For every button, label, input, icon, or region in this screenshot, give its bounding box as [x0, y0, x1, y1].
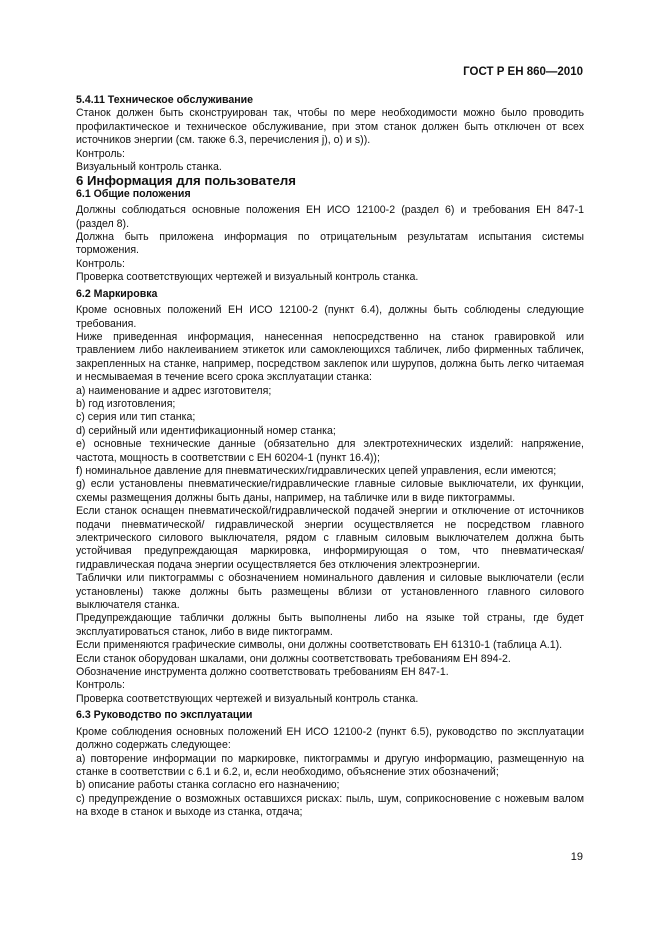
list-item: e) основные технические данные (обязательно для электротехнических изделий: напряжение, частота, мощность в соответствии с ЕН 60204-1 (пункт 16.4));	[76, 438, 584, 464]
subsection-heading: 5.4.11 Техническое обслуживание	[76, 94, 254, 106]
document-header: ГОСТ Р ЕН 860—2010	[463, 66, 583, 78]
paragraph: Должны соблюдаться основные положения ЕН ИСО 12100-2 (раздел 6) и требования ЕН 847-1 (раздел 8).	[76, 204, 584, 230]
paragraph: Если станок оснащен пневматической/гидравлической подачей энергии и отключение от источников подачи пневматической/ гидравлической энергии осуществляется не посредством главного электрического силового выключателя, рядом с главным силовым выключателем должна быть устойчивая предупреждающая маркировка, информирующая о том, что пневматическая/гидравлическая подача энергии осуществляется без отключения электроэнергии.	[76, 505, 584, 571]
paragraph: Если применяются графические символы, они должны соответствовать ЕН 61310-1 (таблица А.1).	[76, 639, 563, 652]
paragraph: Таблички или пиктограммы с обозначением номинального давления и силовые выключатели (если установлены) также должны быть размещены вблизи от установленного главного силового выключателя станка.	[76, 572, 584, 612]
list-item: a) наименование и адрес изготовителя;	[76, 384, 272, 397]
list-item: c) серия или тип станка;	[76, 411, 196, 424]
paragraph: Проверка соответствующих чертежей и визуальный контроль станка.	[76, 271, 419, 284]
document-body	[76, 94, 584, 820]
paragraph: Контроль:	[76, 147, 125, 160]
list-item: c) предупреждение о возможных оставшихся рисках: пыль, шум, соприкосновение с ножевым валом на входе в станок и выходе из станка, отдача;	[76, 792, 584, 819]
page-number: 19	[570, 851, 583, 863]
paragraph: Визуальный контроль станка.	[76, 161, 222, 174]
list-item: f) номинальное давление для пневматических/гидравлических цепей управления, если имеются;	[76, 464, 557, 477]
list-item: a) повторение информации по маркировке, пиктограммы и другую информацию, размещенную на станке в соответствии с 6.1 и 6.2, и, если необходимо, объяснение этих обозначений;	[76, 752, 584, 778]
section-heading: 6 Информация для пользователя	[76, 173, 296, 189]
paragraph: Станок должен быть сконструирован так, чтобы по мере необходимости можно было проводить профилактическое и техническое обслуживание, при этом станок должен быть отключен от всех источников энергии (см. также 6.3, перечисления j), o) и s)).	[76, 107, 584, 147]
paragraph: Контроль:	[76, 257, 125, 270]
paragraph: Предупреждающие таблички должны быть выполнены либо на языке той страны, где будет эксплуатироваться станок, либо в виде пиктограмм.	[76, 612, 584, 638]
paragraph: Обозначение инструмента должно соответствовать требованиям ЕН 847-1.	[76, 666, 449, 679]
paragraph: Кроме основных положений ЕН ИСО 12100-2 (пункт 6.4), должны быть соблюдены следующие требования.	[76, 304, 584, 330]
list-item: g) если установлены пневматические/гидравлические главные силовые выключатели, их функции, схемы размещения должны быть даны, например, на табличке или в виде пиктограммы.	[76, 478, 584, 504]
paragraph: Если станок оборудован шкалами, они должны соответствовать требованиям ЕН 894-2.	[76, 652, 511, 665]
subsection-heading: 6.2 Маркировка	[76, 287, 158, 300]
subsection-heading: 6.1 Общие положения	[76, 187, 191, 200]
paragraph: Кроме соблюдения основных положений ЕН ИСО 12100-2 (пункт 6.5), руководство по эксплуатации должно содержать следующее:	[76, 725, 584, 752]
list-item: d) серийный или идентификационный номер станка;	[76, 424, 336, 437]
paragraph: Ниже приведенная информация, нанесенная непосредственно на станок гравировкой или травлением либо наклеиванием этикеток или самоклеющихся табличек, либо фирменных табличек, закрепленных на станке, например, посредством заклепок или шурупов, должна быть легко читаемая и несмываемая в течение всего срока эксплуатации станка:	[76, 330, 584, 384]
paragraph: Проверка соответствующих чертежей и визуальный контроль станка.	[76, 692, 419, 705]
paragraph: Должна быть приложена информация по отрицательным результатам испытания системы торможения.	[76, 231, 584, 257]
paragraph: Контроль:	[76, 679, 125, 692]
list-item: b) описание работы станка согласно его назначению;	[76, 779, 340, 792]
list-item: b) год изготовления;	[76, 397, 176, 410]
subsection-heading: 6.3 Руководство по эксплуатации	[76, 709, 253, 722]
